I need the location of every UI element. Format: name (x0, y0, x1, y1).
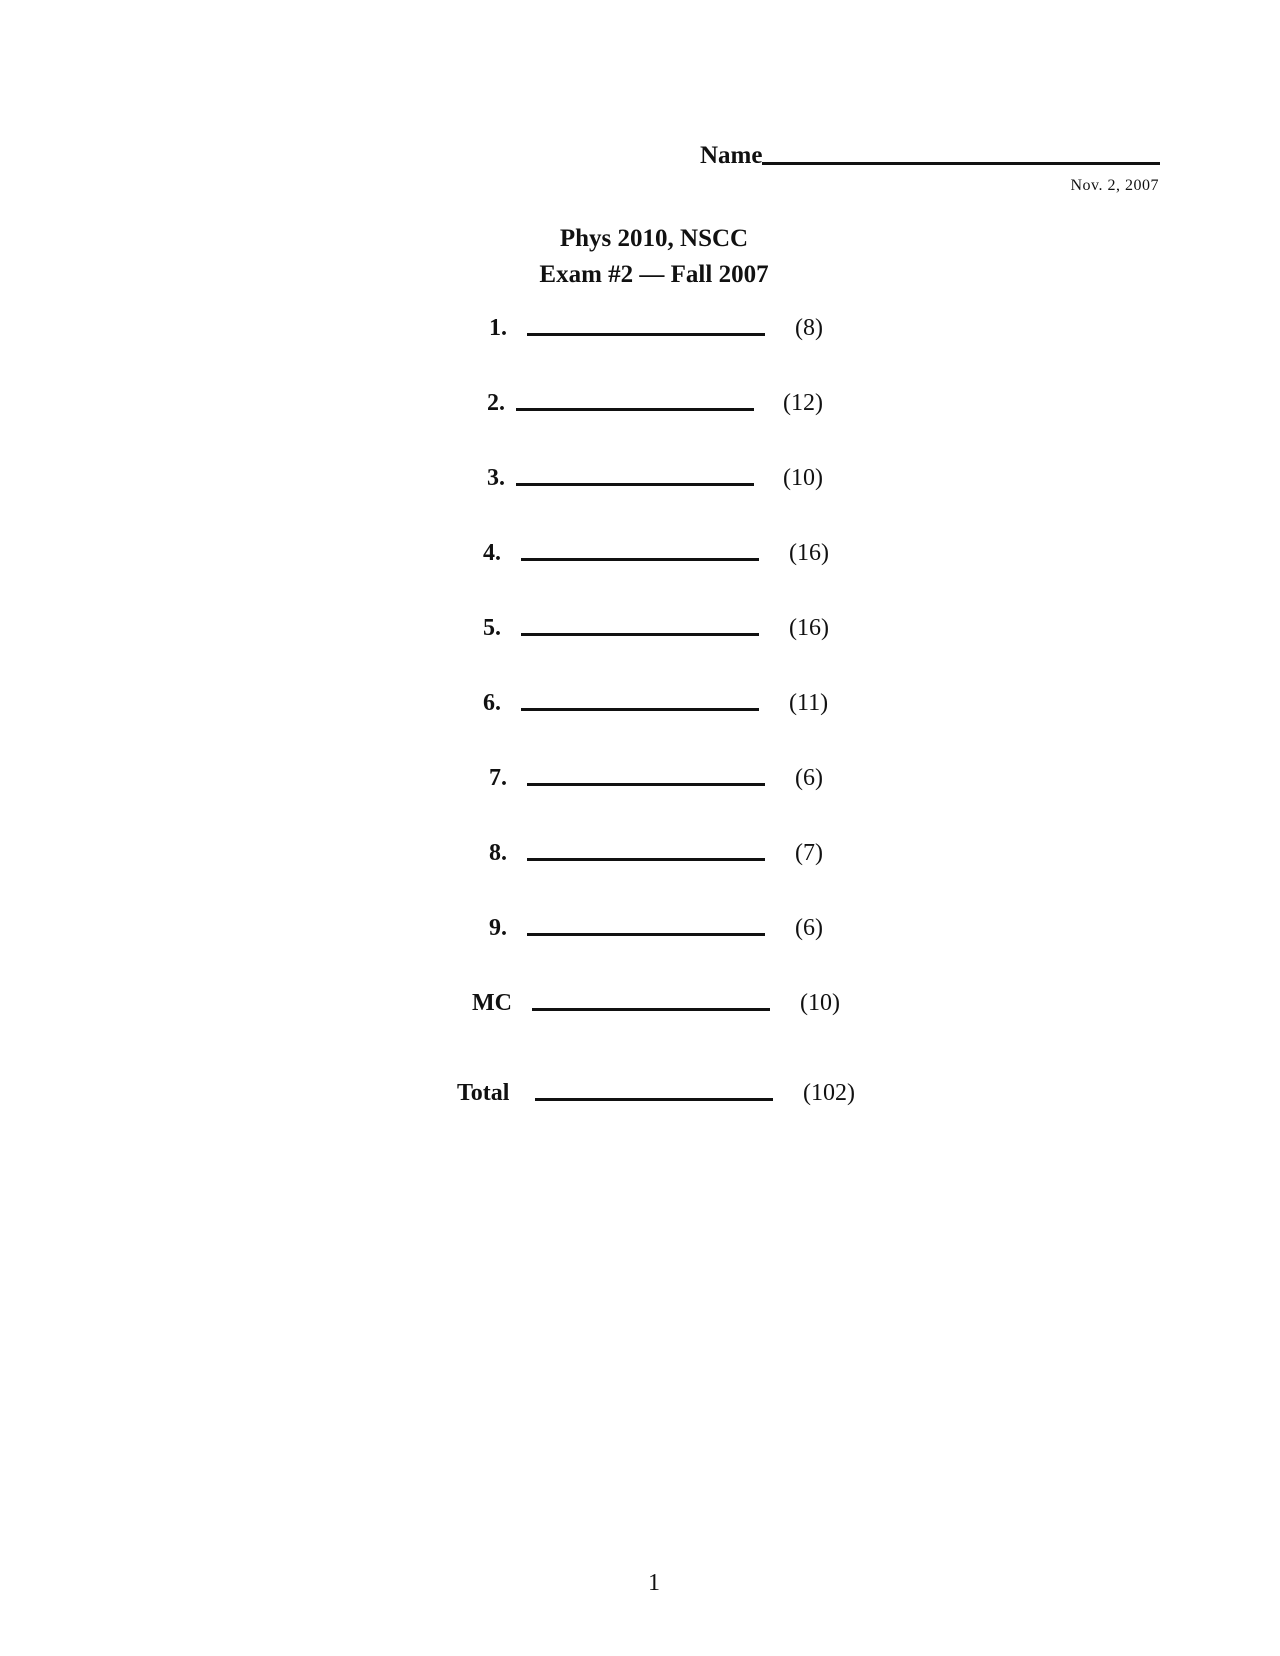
score-row-points: (6) (795, 915, 823, 941)
score-row-points: (16) (789, 540, 829, 566)
score-blank-line[interactable] (527, 333, 765, 336)
score-row-label: 7. (489, 765, 507, 791)
score-row-label: 6. (483, 690, 501, 716)
name-field-row (700, 138, 1160, 170)
score-blank-line[interactable] (516, 408, 754, 411)
score-blank-line[interactable] (527, 858, 765, 861)
score-blank-line[interactable] (532, 1008, 770, 1011)
score-row-label: 4. (483, 540, 501, 566)
score-row-points: (16) (789, 615, 829, 641)
exam-title: Exam #2 — Fall 2007 (539, 261, 769, 288)
name-blank-line[interactable] (762, 162, 1160, 165)
score-row-4 (0, 541, 1280, 575)
score-row-points: (10) (800, 990, 840, 1016)
score-blank-line[interactable] (527, 933, 765, 936)
page-number: 1 (648, 1570, 660, 1596)
score-row-7 (0, 766, 1280, 800)
score-blank-line[interactable] (535, 1098, 773, 1101)
score-row-points: (8) (795, 315, 823, 341)
score-row-points: (6) (795, 765, 823, 791)
score-blank-line[interactable] (516, 483, 754, 486)
score-row-2 (0, 391, 1280, 425)
score-row-points: (102) (803, 1080, 855, 1106)
exam-date: Nov. 2, 2007 (1070, 177, 1159, 194)
score-blank-line[interactable] (521, 633, 759, 636)
score-row-points: (11) (789, 690, 829, 716)
score-row-label: 1. (489, 315, 507, 341)
score-blank-line[interactable] (521, 558, 759, 561)
score-row-points: (7) (795, 840, 823, 866)
score-row-mc (0, 991, 1280, 1025)
score-row-label: 3. (487, 465, 505, 491)
score-row-1 (0, 316, 1280, 350)
score-row-8 (0, 841, 1280, 875)
score-row-3 (0, 466, 1280, 500)
score-row-label: 9. (489, 915, 507, 941)
score-row-label: Total (457, 1080, 510, 1106)
score-row-label: 5. (483, 615, 501, 641)
score-row-label: 2. (487, 390, 505, 416)
score-blank-line[interactable] (521, 708, 759, 711)
score-row-points: (10) (783, 465, 823, 491)
score-row-9 (0, 916, 1280, 950)
score-row-label: MC (472, 990, 512, 1016)
score-row-5 (0, 616, 1280, 650)
score-row-points: (12) (783, 390, 823, 416)
score-row-total (0, 1081, 1280, 1115)
score-row-label: 8. (489, 840, 507, 866)
course-title: Phys 2010, NSCC (559, 225, 749, 252)
score-row-6 (0, 691, 1280, 725)
name-label: Name (700, 142, 763, 169)
score-blank-line[interactable] (527, 783, 765, 786)
